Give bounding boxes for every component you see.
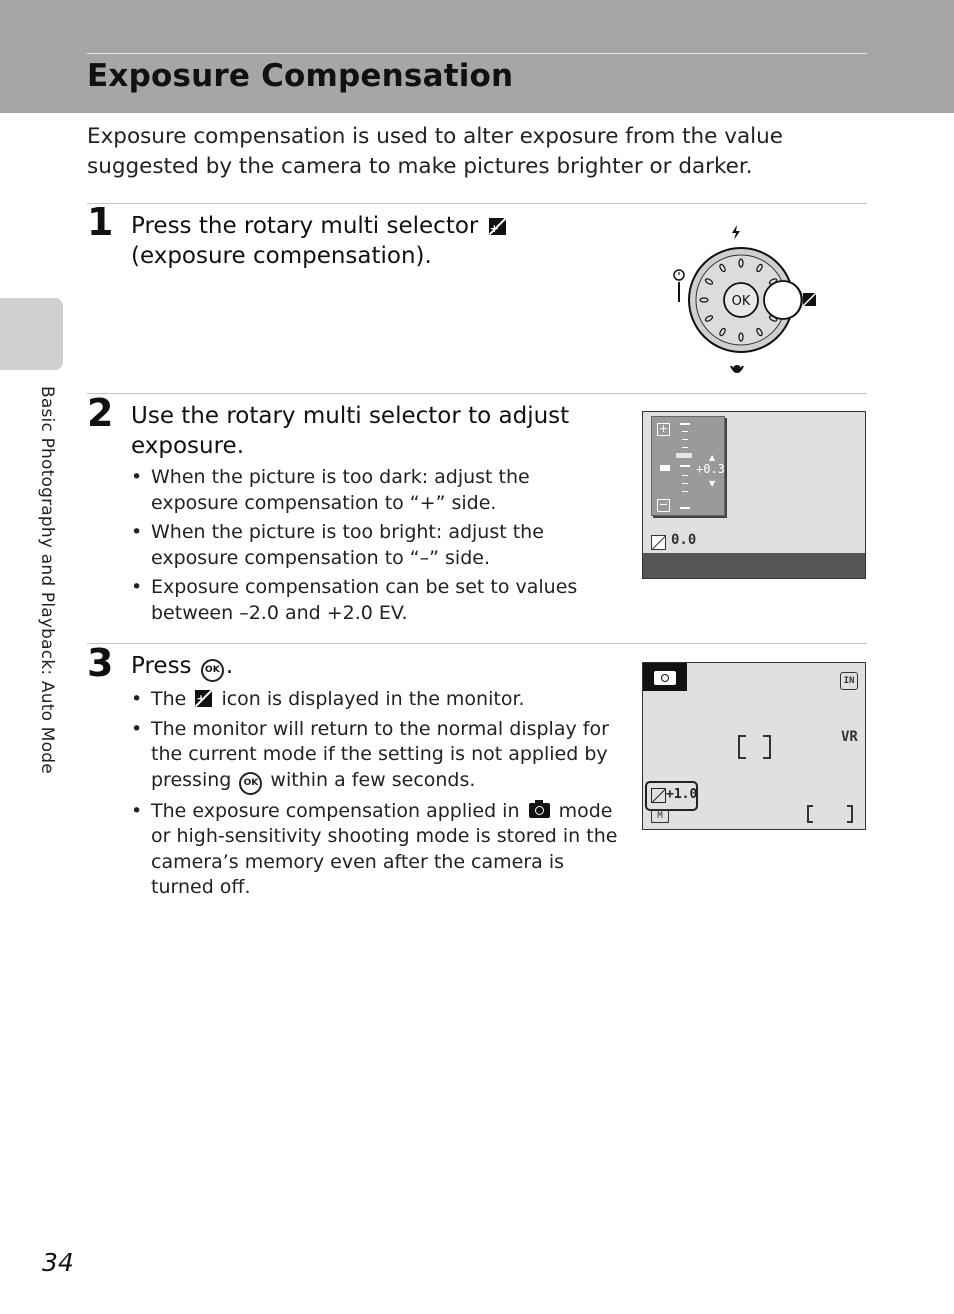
pointer-icon — [660, 465, 670, 471]
list-item: • When the picture is too bright: adjust the exposure compensation to “–” side. — [131, 520, 621, 571]
flash-icon — [732, 225, 740, 240]
chapter-tab — [0, 298, 63, 370]
step-2-number: 2 — [87, 391, 114, 435]
ec-scale-cursor — [676, 453, 692, 458]
list-item: • The + icon is displayed in the monitor. — [131, 687, 631, 713]
monitor-bottom-bar — [643, 553, 865, 578]
step-3-heading-text: Press — [131, 653, 192, 679]
focus-bracket-right — [763, 735, 771, 759]
step-3-heading-end: . — [225, 653, 234, 679]
vibration-reduction-icon: VR — [841, 729, 858, 745]
exposure-compensation-icon — [195, 690, 212, 707]
rotary-multi-selector-illustration — [668, 220, 828, 382]
ec-value: +1.0 — [666, 787, 698, 802]
step-3-heading — [131, 651, 233, 682]
minus-icon: − — [658, 498, 669, 511]
step-1-heading-text: Press the rotary multi selector — [131, 213, 479, 239]
ec-readout: 0.0 — [671, 532, 697, 548]
step-1-heading — [131, 211, 509, 271]
step-1-number: 1 — [87, 200, 114, 244]
up-arrow-icon: ▲ — [709, 453, 716, 462]
plus-icon: + — [658, 422, 669, 435]
divider-step-1 — [87, 203, 867, 204]
ec-scale-panel — [651, 416, 725, 516]
list-item: • When the picture is too dark: adjust the exposure compensation to “+” side. — [131, 465, 621, 516]
monitor-ec-adjust — [642, 411, 866, 579]
step-1-heading-text-2: (exposure compensation). — [131, 243, 432, 269]
camera-icon — [654, 671, 676, 685]
internal-memory-icon: IN — [840, 672, 858, 690]
self-timer-icon — [674, 270, 684, 302]
divider-step-2 — [87, 393, 867, 394]
frame-bracket-right — [847, 805, 853, 823]
camera-mode-icon — [529, 803, 550, 818]
page-number: 34 — [42, 1248, 74, 1277]
header-rule — [87, 53, 867, 54]
intro-paragraph: Exposure compensation is used to alter exposure from the value suggested by the camera to make pictures brighter or darker. — [87, 124, 783, 179]
exposure-compensation-icon — [489, 218, 506, 235]
ec-scale-value: +0.3 — [696, 462, 725, 476]
image-mode-icon: M — [651, 809, 669, 823]
step-3-number: 3 — [87, 641, 114, 685]
ok-button-icon: OK — [201, 659, 224, 682]
ok-label: OK — [731, 294, 751, 309]
macro-icon — [731, 365, 743, 373]
ec-value-badge — [645, 781, 698, 811]
step-2-heading: Use the rotary multi selector to adjust exposure. — [131, 403, 570, 459]
divider-step-3 — [87, 643, 867, 644]
shooting-mode-indicator — [643, 663, 687, 691]
focus-bracket-left — [738, 735, 746, 759]
list-item: • The exposure compensation applied in mode or high-sensitivity shooting mode is stored in the camera’s memory even after the camera is turned off. — [131, 799, 631, 901]
ok-button-icon: OK — [239, 772, 262, 795]
down-arrow-icon: ▼ — [709, 479, 716, 488]
step-3-bullets — [131, 687, 631, 905]
exposure-compensation-icon — [651, 535, 666, 550]
frame-bracket-left — [807, 805, 813, 823]
ec-scale-ticks — [676, 423, 692, 509]
chapter-label: Basic Photography and Playback: Auto Mode — [37, 386, 57, 774]
exposure-compensation-icon — [651, 788, 666, 803]
step-2-bullets — [131, 465, 621, 630]
list-item: • The monitor will return to the normal display for the current mode if the setting is not applied by pressing OK within a few seconds. — [131, 717, 631, 795]
header-band — [0, 0, 954, 113]
page-title: Exposure Compensation — [87, 58, 514, 94]
monitor-shooting-display — [642, 662, 866, 830]
list-item: • Exposure compensation can be set to values between –2.0 and +2.0 EV. — [131, 575, 621, 626]
